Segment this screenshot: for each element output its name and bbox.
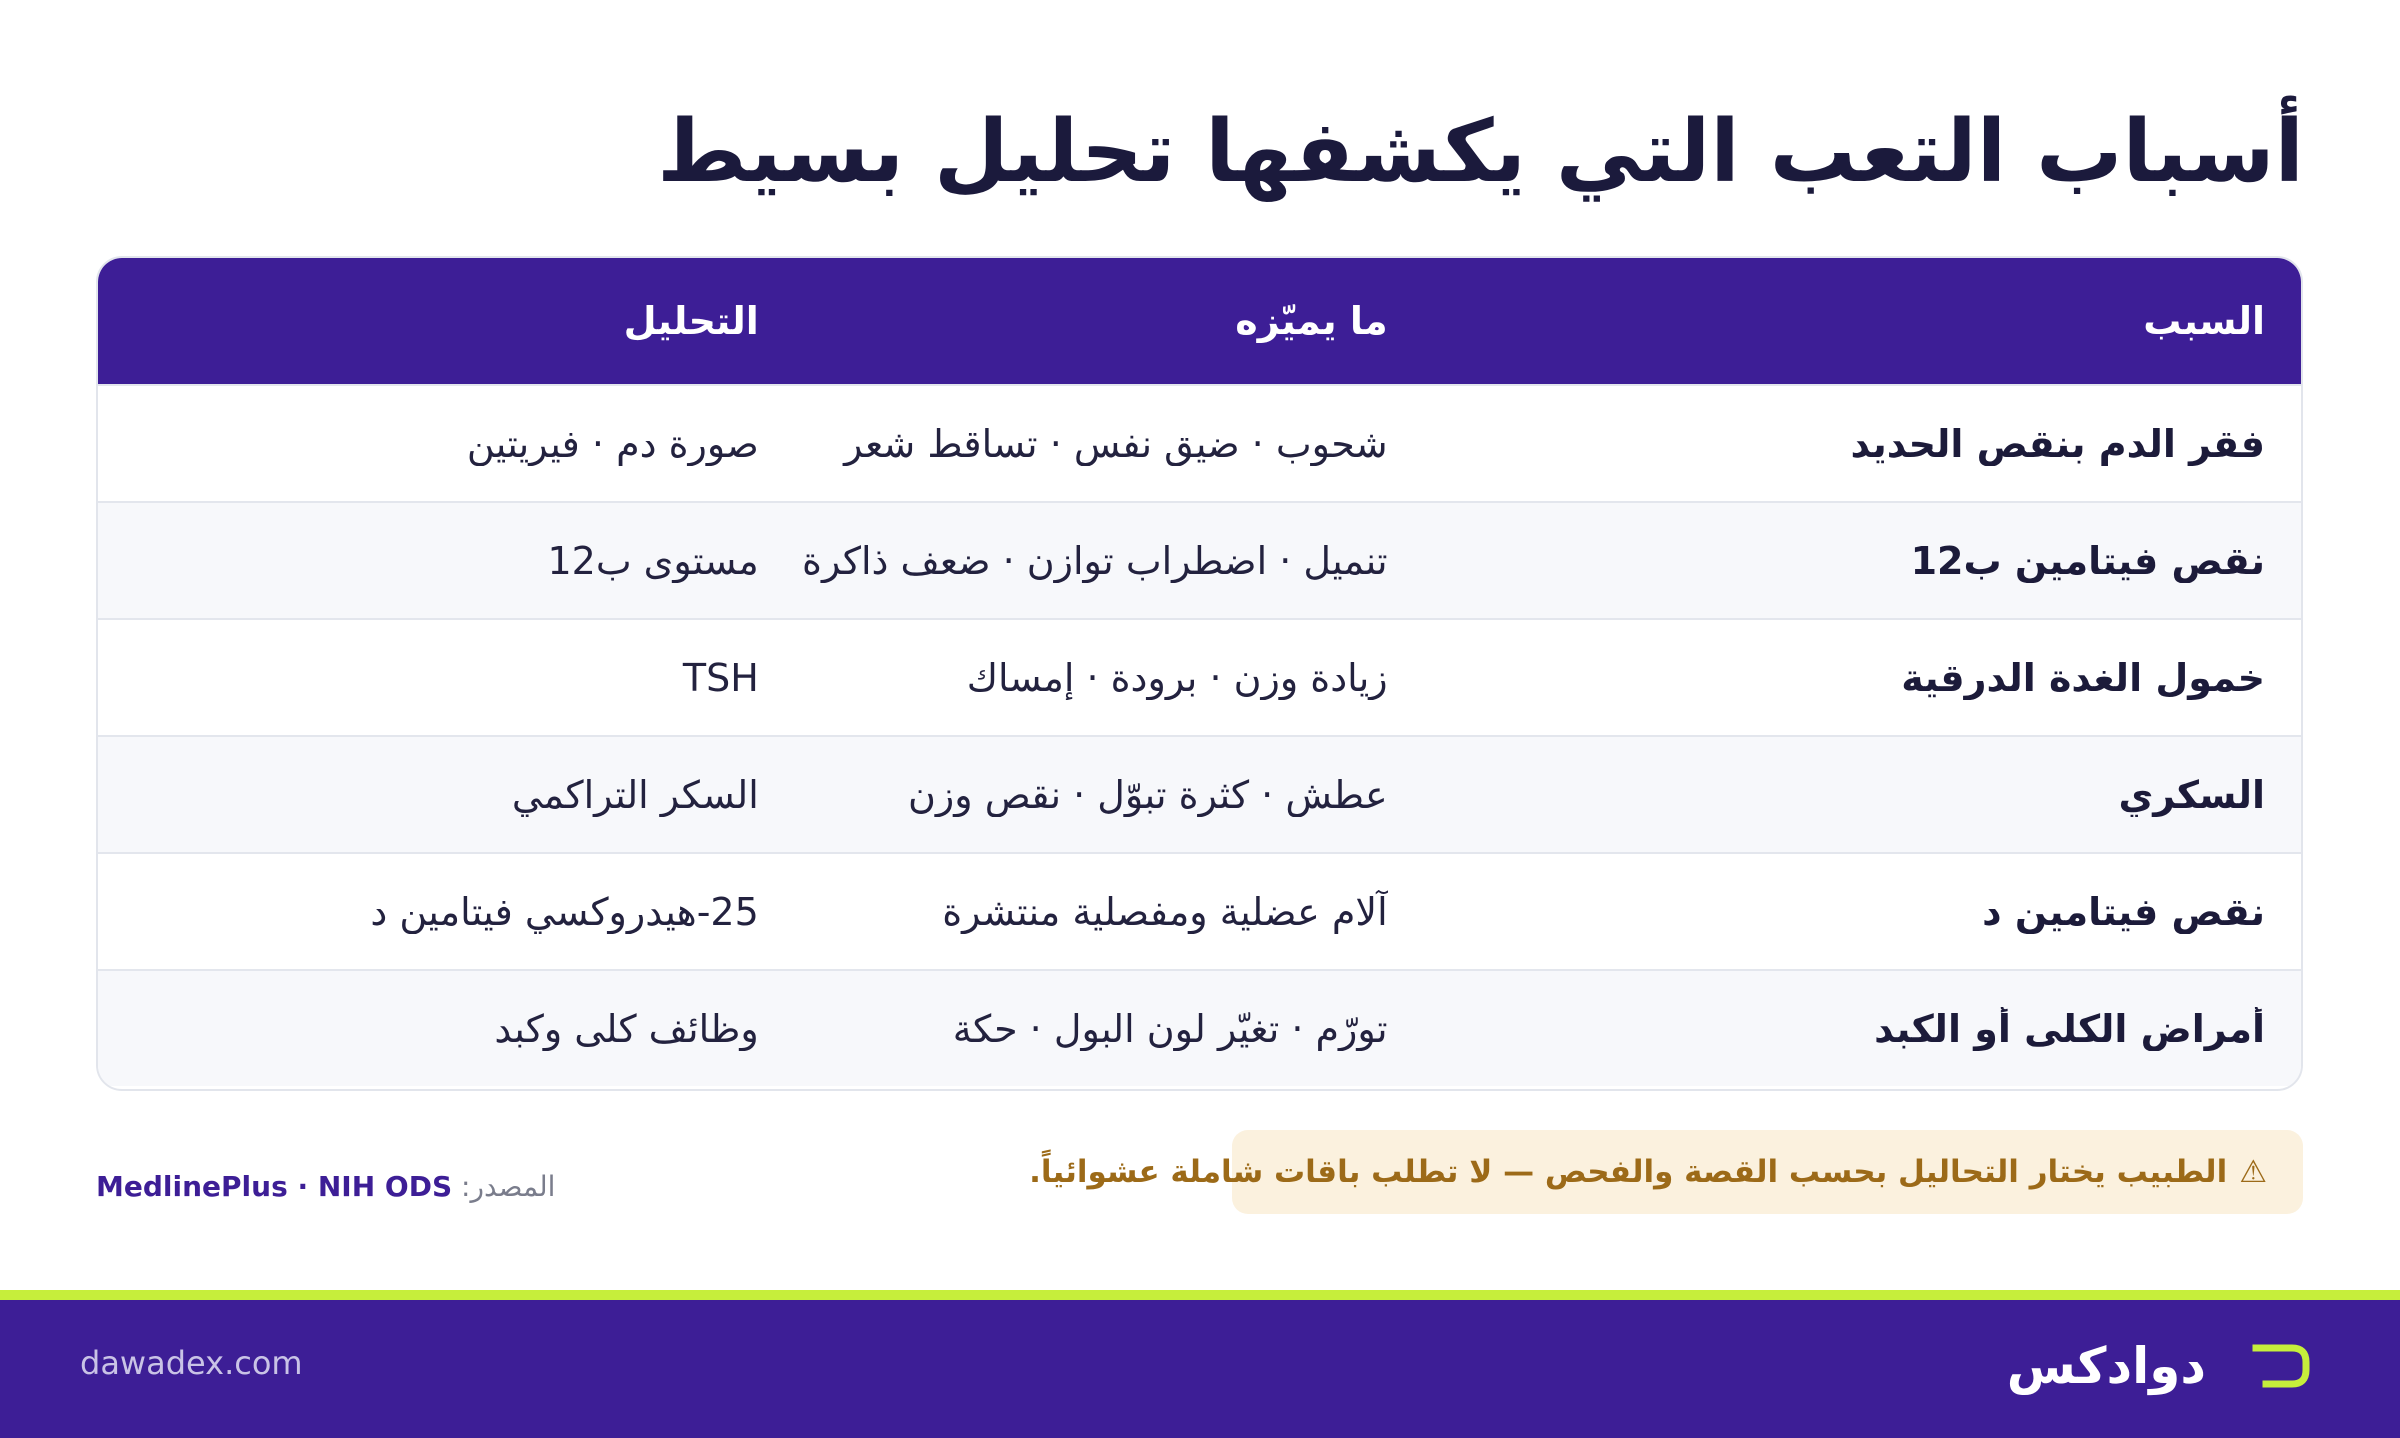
site-url: dawadex.com: [80, 1344, 303, 1382]
table-row: [98, 852, 2301, 969]
source-value: MedlinePlus · NIH ODS: [96, 1170, 453, 1203]
cell-cause: السكري: [2118, 772, 2265, 817]
header-cause: السبب: [2143, 299, 2265, 343]
cell-features: زيادة وزن · برودة · إمساك: [966, 655, 1388, 700]
cell-cause: فقر الدم بنقص الحديد: [1850, 421, 2265, 466]
cell-test: صورة دم · فيريتين: [466, 421, 759, 466]
warning-text: الطبيب يختار التحاليل بحسب القصة والفحص — لا تطلب باقات شاملة عشوائياً.: [1029, 1154, 2228, 1190]
brand: [2007, 1330, 2314, 1402]
source-note: [96, 1170, 555, 1203]
source-label: المصدر:: [461, 1170, 556, 1203]
table-row: [98, 384, 2301, 501]
header-features: ما يميّزه: [1235, 299, 1388, 343]
accent-divider: [0, 1290, 2400, 1300]
cell-cause: نقص فيتامين ب12: [1910, 538, 2265, 583]
cell-cause: نقص فيتامين د: [1982, 889, 2265, 934]
cell-test: وظائف كلى وكبد: [494, 1006, 759, 1051]
cell-cause: خمول الغدة الدرقية: [1901, 655, 2265, 700]
cell-test: السكر التراكمي: [511, 772, 759, 817]
brand-logo-icon: [2252, 1340, 2314, 1392]
cell-test: TSH: [682, 655, 759, 700]
cell-features: تورّم · تغيّر لون البول · حكة: [952, 1006, 1388, 1051]
cell-test: 25-هيدروكسي فيتامين د: [370, 889, 759, 934]
header-test: التحليل: [623, 299, 759, 343]
causes-table: [96, 256, 2303, 1091]
table-header: [98, 258, 2301, 384]
table-row: [98, 735, 2301, 852]
table-row: [98, 618, 2301, 735]
cell-cause: أمراض الكلى أو الكبد: [1874, 1006, 2265, 1051]
footer: [0, 1300, 2400, 1438]
cell-test: مستوى ب12: [547, 538, 759, 583]
warning-icon: ⚠: [2239, 1154, 2267, 1190]
cell-features: عطش · كثرة تبوّل · نقص وزن: [908, 772, 1388, 817]
page-title: أسباب التعب التي يكشفها تحليل بسيط: [657, 102, 2304, 202]
cell-features: تنميل · اضطراب توازن · ضعف ذاكرة: [802, 538, 1388, 583]
table-row: [98, 501, 2301, 618]
brand-name: دوادكس: [2006, 1337, 2206, 1395]
table-row: [98, 969, 2301, 1086]
warning-note: [1029, 1130, 2303, 1214]
cell-features: شحوب · ضيق نفس · تساقط شعر: [844, 421, 1388, 466]
cell-features: آلام عضلية ومفصلية منتشرة: [942, 889, 1388, 934]
